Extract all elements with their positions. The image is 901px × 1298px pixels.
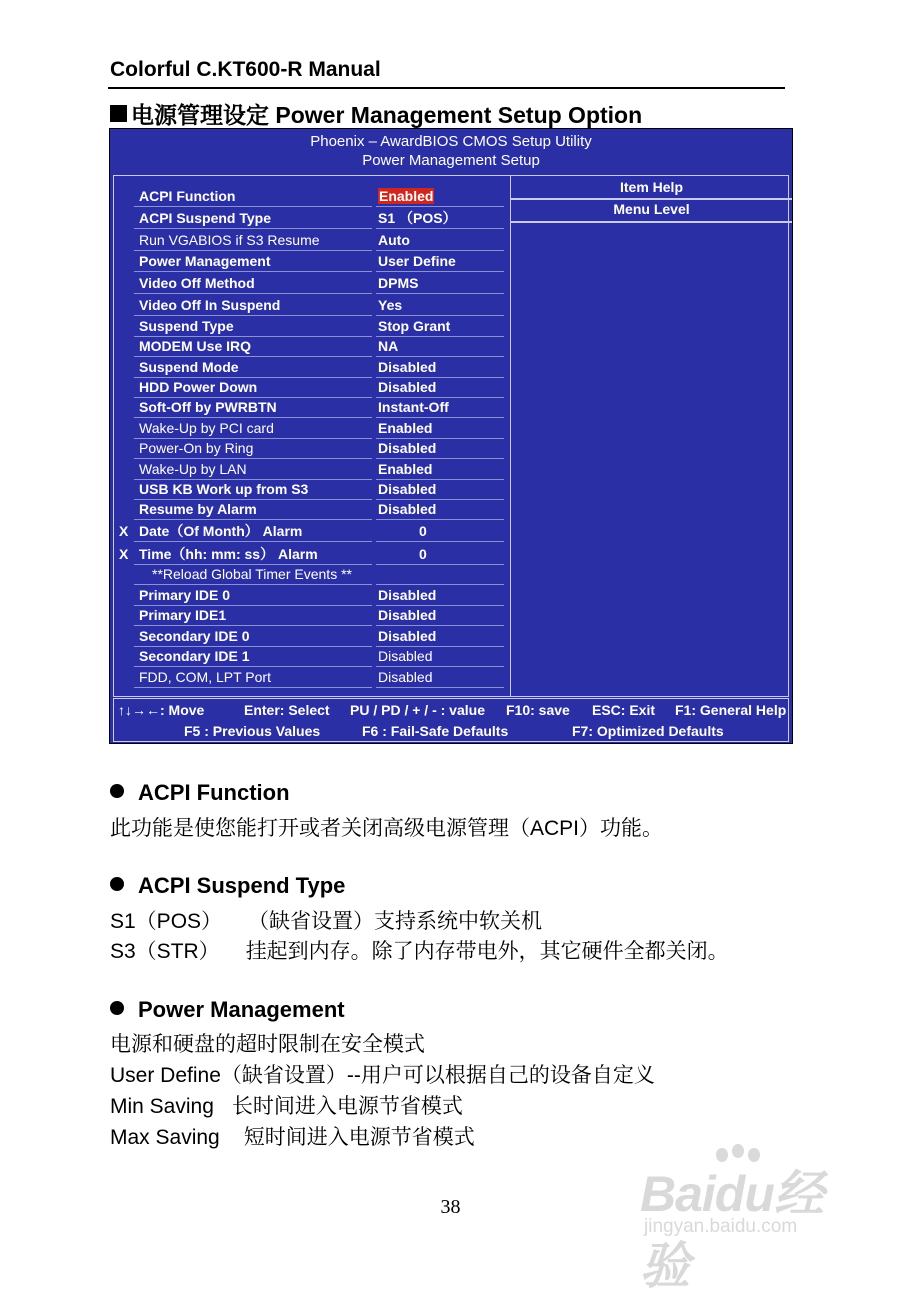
key-value: PU / PD / + / - : value (350, 702, 485, 718)
page-number: 38 (440, 1196, 461, 1218)
row-separator (134, 458, 372, 459)
key-enter: Enter: Select (244, 702, 330, 718)
s3-text: 挂起到内存。除了内存带电外，其它硬件全都关闭。 (245, 940, 729, 963)
row-separator (376, 417, 504, 418)
row-separator (376, 356, 504, 357)
bios-column-divider (510, 176, 511, 697)
setting-value[interactable]: 0 (419, 546, 427, 562)
setting-label[interactable]: Time（hh: mm: ss） Alarm (139, 546, 318, 562)
row-separator (376, 646, 504, 647)
key-save: F10: save (506, 702, 570, 718)
section-title (110, 97, 642, 130)
row-separator (376, 666, 504, 667)
setting-value[interactable]: 0 (419, 523, 427, 539)
setting-label[interactable]: Primary IDE 0 (139, 587, 231, 603)
row-separator (134, 499, 372, 500)
min-saving-text: 长时间进入电源节省模式 (231, 1095, 463, 1118)
setting-label[interactable]: Wake-Up by PCI card (139, 420, 274, 436)
setting-label[interactable]: USB KB Work up from S3 (139, 481, 309, 497)
setting-label[interactable]: ACPI Suspend Type (139, 210, 271, 226)
setting-value[interactable]: Disabled (378, 628, 437, 644)
bullet-icon (110, 1001, 124, 1015)
setting-value[interactable]: User Define (378, 253, 456, 269)
min-saving-description (110, 1090, 463, 1120)
setting-value[interactable]: S1 （POS） (378, 210, 457, 226)
row-separator (134, 564, 372, 565)
power-management-description: 电源和硬盘的超时限制在安全模式 (110, 1033, 425, 1056)
row-separator (134, 315, 372, 316)
bios-header (110, 129, 792, 174)
row-separator (134, 293, 372, 294)
item-help-title: Item Help (619, 179, 683, 195)
min-saving-key: Min Saving (110, 1095, 214, 1118)
setting-value[interactable]: Stop Grant (378, 318, 451, 334)
key-move: ↑↓→←: Move (118, 702, 205, 718)
setting-value[interactable]: Disabled (378, 669, 433, 685)
setting-label[interactable]: Secondary IDE 0 (139, 628, 250, 644)
section-title-text: 电源管理设定 Power Management Setup Option (131, 102, 643, 128)
baidu-jingyan-watermark (640, 1148, 860, 1294)
row-separator (376, 397, 504, 398)
watermark-url: jingyan.baidu.com (644, 1216, 798, 1237)
max-saving-text: 短时间进入电源节省模式 (243, 1126, 475, 1149)
setting-label[interactable]: Suspend Mode (139, 359, 239, 375)
setting-value[interactable]: Yes (378, 297, 403, 313)
help-divider (511, 221, 792, 223)
row-separator (134, 271, 372, 272)
setting-value[interactable]: DPMS (378, 275, 419, 291)
setting-label: **Reload Global Timer Events ** (152, 566, 352, 582)
setting-value[interactable]: Enabled (378, 420, 433, 436)
row-separator (376, 438, 504, 439)
row-separator (134, 356, 372, 357)
disabled-marker: X (119, 523, 129, 539)
setting-value[interactable]: Disabled (378, 607, 437, 623)
row-separator (376, 250, 504, 251)
acpi-suspend-type-heading-text: ACPI Suspend Type (138, 873, 346, 898)
setting-value[interactable]: Enabled (378, 461, 433, 477)
row-separator (376, 377, 504, 378)
row-separator (376, 458, 504, 459)
bios-utility-title: Phoenix – AwardBIOS CMOS Setup Utility (310, 133, 592, 150)
row-separator (376, 336, 504, 337)
key-help: F1: General Help (675, 702, 787, 718)
key-exit: ESC: Exit (592, 702, 656, 718)
row-separator (376, 541, 504, 542)
disabled-marker: X (119, 546, 129, 562)
setting-label[interactable]: Wake-Up by LAN (139, 461, 247, 477)
setting-label[interactable]: Resume by Alarm (139, 501, 257, 517)
row-separator (134, 228, 372, 229)
s1-text: （缺省设置）支持系统中软关机 (248, 910, 543, 933)
setting-label[interactable]: Run VGABIOS if S3 Resume (139, 232, 320, 248)
max-saving-key: Max Saving (110, 1126, 220, 1149)
row-separator (134, 250, 372, 251)
setting-value[interactable]: Disabled (378, 379, 437, 395)
menu-level-label: Menu Level (613, 201, 690, 217)
setting-label[interactable]: Suspend Type (139, 318, 234, 334)
row-separator (134, 377, 372, 378)
setting-label[interactable]: FDD, COM, LPT Port (139, 669, 271, 685)
power-management-heading (110, 997, 345, 1023)
setting-label[interactable]: Video Off In Suspend (139, 297, 281, 313)
setting-label[interactable]: Date（Of Month） Alarm (139, 523, 303, 539)
setting-value[interactable]: Disabled (378, 359, 437, 375)
row-separator (134, 479, 372, 480)
row-separator (376, 206, 504, 207)
row-separator (376, 564, 504, 565)
row-separator (376, 625, 504, 626)
row-separator (376, 293, 504, 294)
user-define-description: User Define（缺省设置）--用户可以根据自己的设备自定义 (110, 1064, 655, 1087)
setting-value[interactable]: Auto (378, 232, 410, 248)
row-separator (376, 605, 504, 606)
title-rule (108, 87, 785, 89)
key-f7: F7: Optimized Defaults (572, 723, 724, 739)
acpi-function-heading-text: ACPI Function (138, 780, 290, 805)
acpi-function-description: 此功能是使您能打开或者关闭高级电源管理（ACPI）功能。 (110, 817, 664, 840)
watermark-logo: Baidu经验 (640, 1166, 823, 1294)
acpi-function-heading (110, 780, 290, 806)
power-management-heading-text: Power Management (138, 997, 345, 1022)
square-bullet-icon (110, 105, 127, 122)
row-separator (134, 206, 372, 207)
acpi-suspend-type-heading (110, 873, 345, 899)
row-separator (376, 228, 504, 229)
s1-key: S1（POS） (110, 910, 223, 933)
s3-description (110, 935, 729, 965)
s1-description (110, 905, 542, 935)
row-separator (376, 271, 504, 272)
key-f6: F6 : Fail-Safe Defaults (362, 723, 509, 739)
setting-value[interactable]: Enabled (379, 188, 434, 204)
setting-label[interactable]: HDD Power Down (139, 379, 258, 395)
max-saving-description (110, 1121, 475, 1151)
row-separator (134, 646, 372, 647)
setting-value[interactable]: NA (378, 338, 399, 354)
bullet-icon (110, 877, 124, 891)
setting-label[interactable]: Power-On by Ring (139, 440, 254, 456)
row-separator (376, 584, 504, 585)
setting-value[interactable]: Disabled (378, 587, 437, 603)
row-separator (134, 519, 372, 520)
setting-label[interactable]: Power Management (139, 253, 271, 269)
bios-key-legend (113, 698, 789, 742)
setting-value[interactable]: Instant-Off (378, 399, 449, 415)
row-separator (134, 336, 372, 337)
setting-label[interactable]: MODEM Use IRQ (139, 338, 252, 354)
setting-label[interactable]: Secondary IDE 1 (139, 648, 250, 664)
row-separator (376, 519, 504, 520)
row-separator (134, 687, 372, 688)
row-separator (376, 479, 504, 480)
row-separator (134, 605, 372, 606)
setting-value[interactable]: Disabled (378, 440, 437, 456)
setting-label[interactable]: ACPI Function (139, 188, 236, 204)
bios-screen (109, 128, 793, 744)
s3-key: S3（STR） (110, 940, 220, 963)
row-separator (134, 584, 372, 585)
setting-label[interactable]: Video Off Method (139, 275, 255, 291)
row-separator (134, 417, 372, 418)
setting-value[interactable]: Disabled (378, 501, 437, 517)
row-separator (376, 499, 504, 500)
setting-label[interactable]: Primary IDE1 (139, 607, 227, 623)
key-f5: F5 : Previous Values (184, 723, 321, 739)
setting-value[interactable]: Disabled (378, 481, 437, 497)
row-separator (134, 397, 372, 398)
bios-page-title: Power Management Setup (362, 152, 540, 169)
row-separator (376, 315, 504, 316)
manual-title: Colorful C.KT600-R Manual (110, 58, 381, 81)
row-separator (134, 625, 372, 626)
bullet-icon (110, 784, 124, 798)
row-separator (134, 666, 372, 667)
setting-label[interactable]: Soft-Off by PWRBTN (139, 399, 277, 415)
row-separator (134, 438, 372, 439)
row-separator (376, 687, 504, 688)
setting-value[interactable]: Disabled (378, 648, 433, 664)
row-separator (134, 541, 372, 542)
